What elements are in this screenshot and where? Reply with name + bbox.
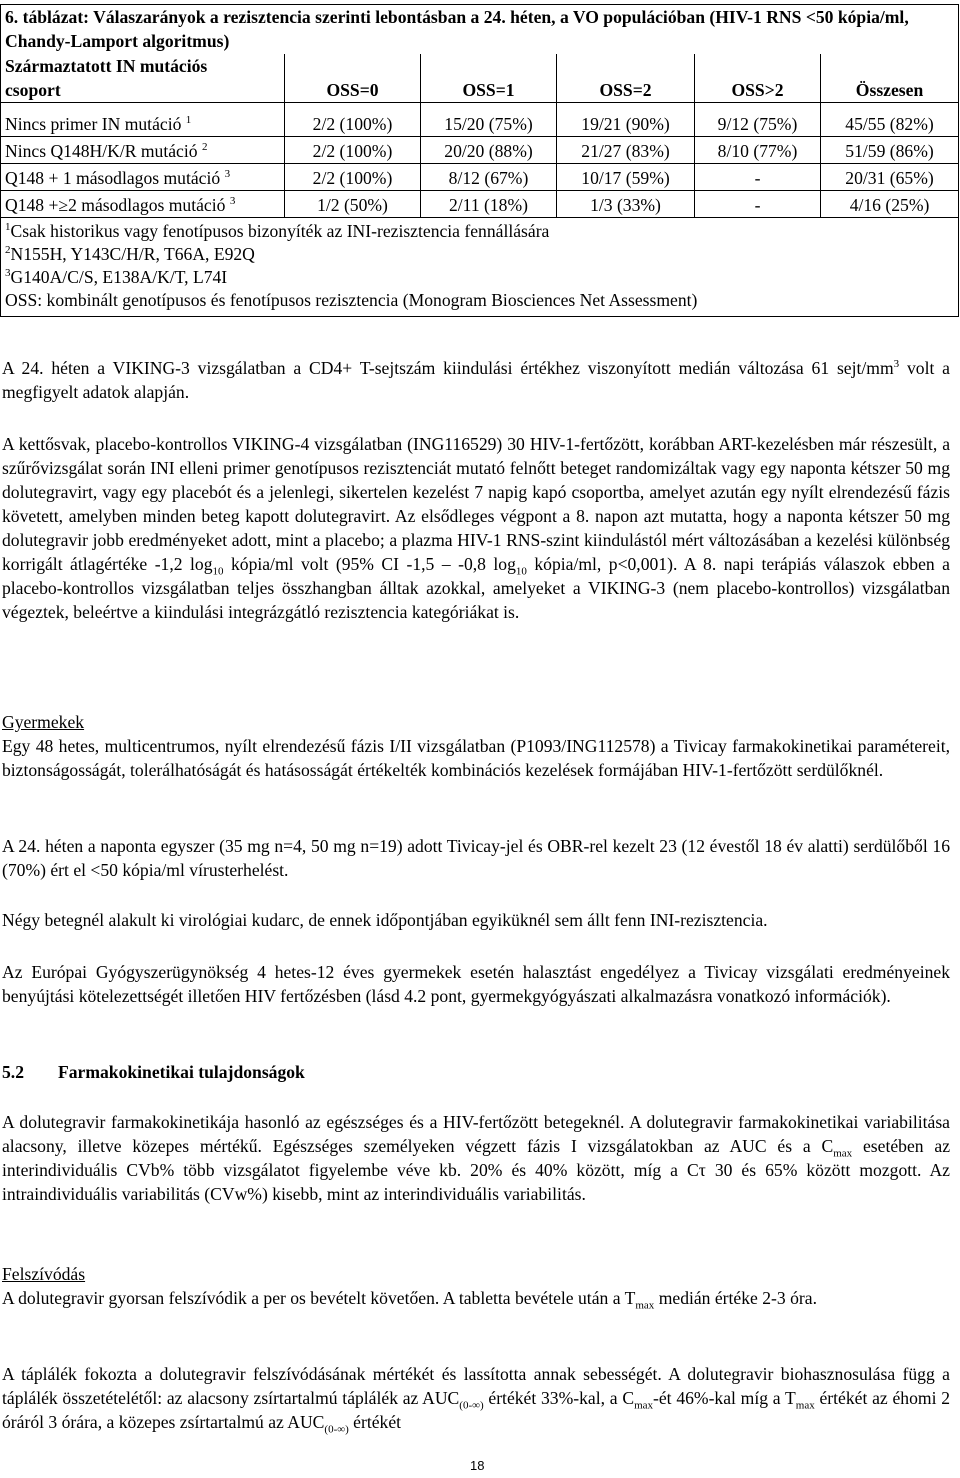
footnote: OSS: kombinált genotípusos és fenotípusos rezisztencia (Monogram Biosciences Net Assessment) [5,290,698,310]
table-cell: 21/27 (83%) [557,137,695,164]
table-row [1,191,959,218]
virological-failure-paragraph: Négy betegnél alakult ki virológiai kudarc, de ennek időpontjában egyiküknél sem állt fenn INI-rezisztencia. [2,910,768,930]
table-cell: - [695,164,821,191]
table-row [1,137,959,164]
table-cell: 1/3 (33%) [557,191,695,218]
footnote: $^1$Csak historikus vagy fenotípusos bizonyíték az INI-rezisztencia fennállására [5,221,550,241]
table-row [1,103,959,137]
table-header-row [1,54,959,103]
table-footnotes [1,218,959,317]
column-header: OSS>2 [695,54,821,103]
table-cell: 45/55 (82%) [821,103,959,137]
food-effect-paragraph: A táplálék fokozta a dolutegravir felszívódásának mértékét és lassította annak sebességét. A dolutegravir biohasznosulása függ a táplálék összetételétől: az alacsony zsírtartalmú táplálék az $AUC_{(0-\infty)}$ értékét 33%-kal, a $C_{max}-ét$ 46%-kal míg a $T_{max}$ értékét az éhomi 2 óráról 3 órára, a közepes zsírtartalmú az $AUC_{(0-\infty)}$ értékét [2,1364,951,1436]
table-cell: 2/2 (100%) [285,103,421,137]
section-number: 5.2 [2,1062,24,1082]
table-cell: 9/12 (75%) [695,103,821,137]
footnote: $^3$G140A/C/S, E138A/K/T, L74I [5,267,228,287]
group-column-header: Származtatott IN mutációs csoport [1,54,285,103]
table-cell: 1/2 (50%) [285,191,421,218]
children-paragraph: Egy 48 hetes, multicentrumos, nyílt elrendezésű fázis I/II vizsgálatban (P1093/ING112578) a Tivicay farmakokinetikai paramétereit, biztonságosságát, tolerálhatóságát és hatásosságát értékelték kombinációs kezelések formájában HIV-1-fertőzött serdülőknél. [2,736,950,780]
table-cell: 10/17 (59%) [557,164,695,191]
page-number: 18 [470,1458,485,1473]
table-footnotes-row [1,218,959,317]
table-row [1,164,959,191]
ema-deferral-paragraph: Az Európai Gyógyszerügynökség 4 hetes-12 éves gyermekek esetén halasztást engedélyez a Tivicay vizsgálati eredményeinek benyújtási kötelezettségét illetően HIV fertőzésben (lásd 4.2 pont, gyermekgyógyászati alkalmazásra vonatkozó információk). [2,962,950,1006]
column-header: Összesen [821,54,959,103]
table-cell: 15/20 (75%) [421,103,557,137]
absorption-heading: Felszívódás [2,1264,86,1284]
table-cell: 8/12 (67%) [421,164,557,191]
column-header: OSS=1 [421,54,557,103]
absorption-paragraph: A dolutegravir gyorsan felszívódik a per os bevételt követően. A tabletta bevétele után a $T_{max}$ medián értéke 2-3 óra. [2,1288,817,1312]
section-title: Farmakokinetikai tulajdonságok [58,1062,305,1082]
section-heading [2,1060,305,1084]
response-rate-table [0,4,959,317]
table-cell: 19/21 (90%) [557,103,695,137]
table-cell: 2/2 (100%) [285,164,421,191]
table-cell: 2/11 (18%) [421,191,557,218]
viking3-paragraph: A 24. héten a VIKING-3 vizsgálatban a CD4+ T-sejtszám kiindulási értékhez viszonyított medián változása 61 sejt/$mm^3$ volt a megfigyelt adatok alapján. [2,358,950,402]
table-cell: 4/16 (25%) [821,191,959,218]
row-label: Nincs Q148H/K/R mutáció $^2$ [1,137,285,164]
column-header: OSS=0 [285,54,421,103]
viking4-paragraph: A kettősvak, placebo-kontrollos VIKING-4 vizsgálatban (ING116529) 30 HIV-1-fertőzött, korábban ART-kezelésben már részesült, a szűrővizsgálat során INI elleni primer genotípusos rezisztenciát mutató felnőtt beteget randomizáltak vagy egy naponta kétszer 50 mg dolutegravirt, vagy egy placebót és a jelenlegi, sikertelen kezelést 7 napig kapó csoportba, amelyet azután egy nyílt elrendezésű fázis követett, amelyben minden beteg kapott dolutegravirt. Az elsődleges végpont a 8. napon azt mutatta, hogy a naponta kétszer 50 mg dolutegravir jobb eredményeket adott, mint a placebo; a plazma HIV-1 RNS-szint kiindulástól mért változásában a kezelési különbség korrigált átlagértéke -1,2 $\log_{10}$ kópia/ml volt (95% CI -1,5 – -0,8 $\log_{10}$ kópia/ml, p<0,001). A 8. napi terápiás válaszok ebben a placebo-kontrollos vizsgálatban teljes összhangban álltak azokkal, amelyeket a VIKING-3 (nem placebo-kontrollos) vizsgálatban végeztek, beleértve a kiindulási integrázgátló rezisztencia kategóriákat is. [2,434,950,622]
row-label: Nincs primer IN mutáció $^1$ [1,103,285,137]
table-cell: 20/20 (88%) [421,137,557,164]
pharmacokinetics-paragraph: A dolutegravir farmakokinetikája hasonló az egészséges és a HIV-fertőzött betegeknél. A dolutegravir farmakokinetikai variabilitása alacsony, illetve közepes mértékű. Egészséges személyeken végzett fázis I vizsgálatokban az AUC és a $C_{max}$ esetében az interindividuális CVb% több vizsgálatot figyelembe véve kb. 20% és 40% között, míg a Cτ 30 és 65% között mozgott. Az intraindividuális variabilitás (CVw%) kisebb, mint az interindividuális variabilitás. [2,1112,950,1204]
children-heading: Gyermekek [2,712,85,732]
table-cell: 51/59 (86%) [821,137,959,164]
row-label: Q148 +≥2 másodlagos mutáció $^3$ [1,191,285,218]
table-cell: 8/10 (77%) [695,137,821,164]
table-cell: 2/2 (100%) [285,137,421,164]
footnote: $^2$N155H, Y143C/H/R, T66A, E92Q [5,244,255,264]
table-title: 6. táblázat: Válaszarányok a rezisztencia szerinti lebontásban a 24. héten, a VO populációban (HIV-1 RNS <50 kópia/ml, Chandy-Lamport algoritmus) [1,5,959,55]
column-header: OSS=2 [557,54,695,103]
children-results-paragraph: A 24. héten a naponta egyszer (35 mg n=4, 50 mg n=19) adott Tivicay-jel és OBR-rel kezelt 23 (12 évestől 18 év alatti) serdülőből 16 (70%) ért el <50 kópia/ml vírusterhelést. [2,836,950,880]
table-cell: 20/31 (65%) [821,164,959,191]
row-label: Q148 + 1 másodlagos mutáció $^3$ [1,164,285,191]
table-cell: - [695,191,821,218]
